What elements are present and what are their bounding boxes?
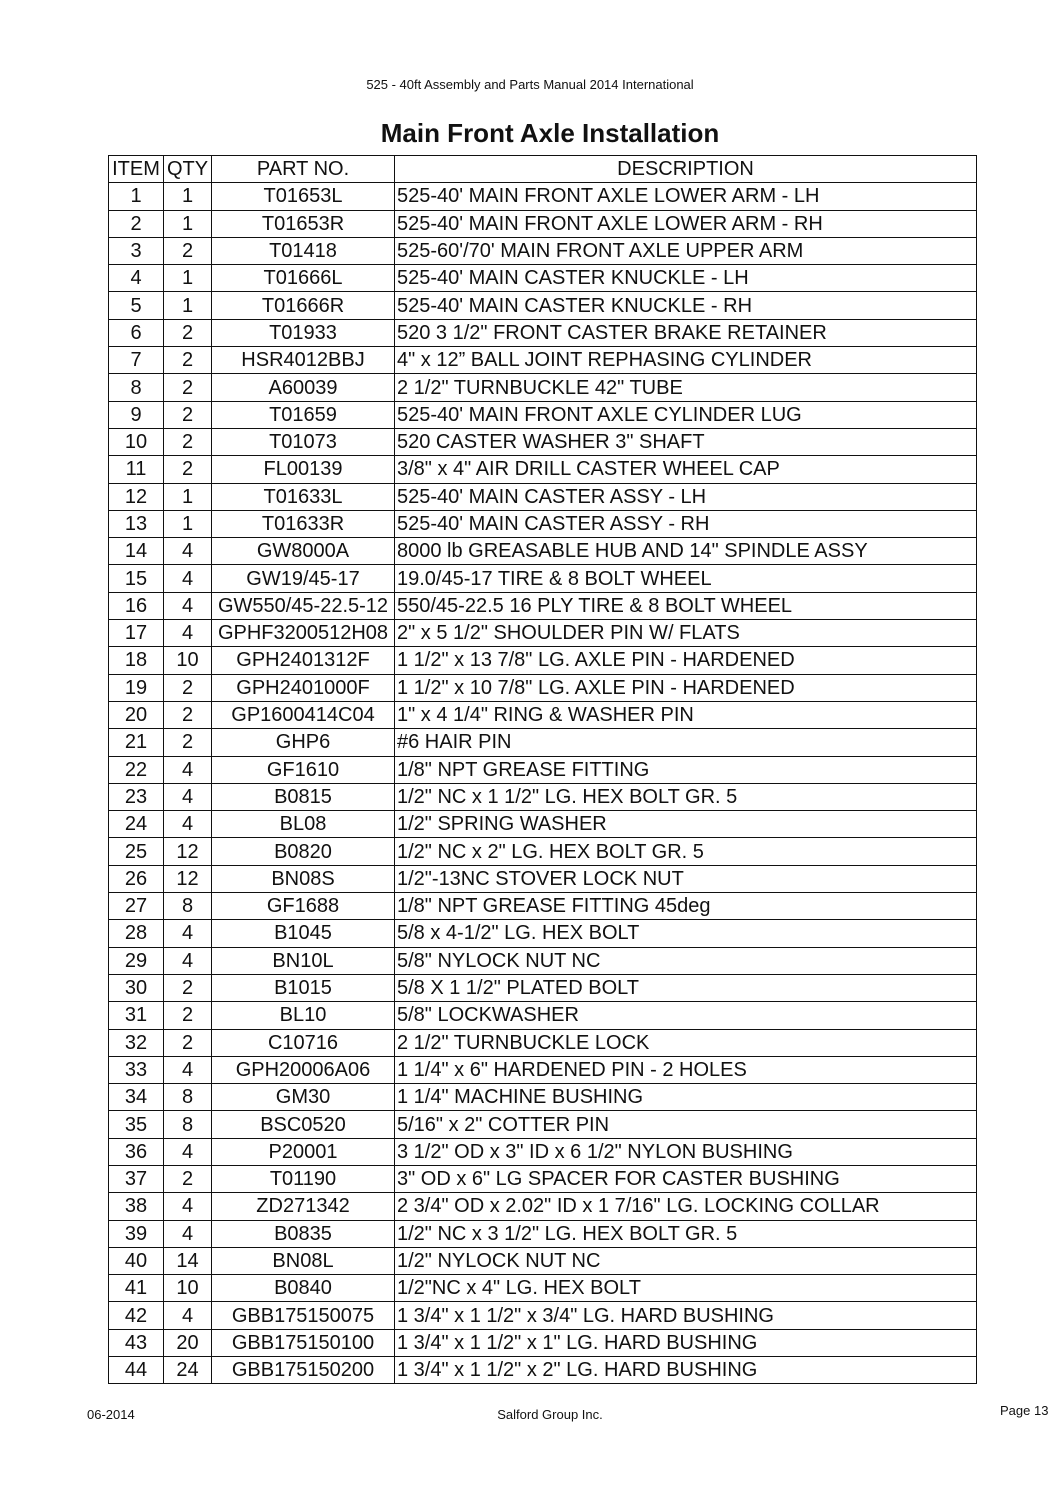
part-number: B0820	[212, 838, 395, 865]
part-number: T01933	[212, 319, 395, 346]
description: 5/8 x 4-1/2" LG. HEX BOLT	[395, 920, 977, 947]
item-number: 3	[109, 237, 164, 264]
description: 525-40' MAIN FRONT AXLE CYLINDER LUG	[395, 401, 977, 428]
part-number: GBB175150200	[212, 1357, 395, 1384]
table-row	[109, 756, 977, 783]
quantity: 10	[164, 647, 212, 674]
part-number: BN08L	[212, 1247, 395, 1274]
part-number: T01190	[212, 1165, 395, 1192]
description: 4" x 12” BALL JOINT REPHASING CYLINDER	[395, 347, 977, 374]
quantity: 4	[164, 565, 212, 592]
item-number: 35	[109, 1111, 164, 1138]
part-number: GW8000A	[212, 538, 395, 565]
quantity: 2	[164, 1002, 212, 1029]
part-number: T01418	[212, 237, 395, 264]
table-row	[109, 1138, 977, 1165]
quantity: 2	[164, 674, 212, 701]
item-number: 8	[109, 374, 164, 401]
item-number: 37	[109, 1165, 164, 1192]
item-number: 39	[109, 1220, 164, 1247]
quantity: 20	[164, 1329, 212, 1356]
description: 1/2" SPRING WASHER	[395, 811, 977, 838]
item-number: 2	[109, 210, 164, 237]
table-row	[109, 401, 977, 428]
part-number: T01666R	[212, 292, 395, 319]
description: 5/16" x 2" COTTER PIN	[395, 1111, 977, 1138]
part-number: GF1610	[212, 756, 395, 783]
quantity: 2	[164, 428, 212, 455]
quantity: 2	[164, 374, 212, 401]
footer-date: 06-2014	[87, 1407, 135, 1422]
description: 1/8" NPT GREASE FITTING 45deg	[395, 893, 977, 920]
item-number: 43	[109, 1329, 164, 1356]
part-number: C10716	[212, 1029, 395, 1056]
parts-table-body	[109, 183, 977, 1384]
table-row	[109, 1302, 977, 1329]
quantity: 10	[164, 1275, 212, 1302]
quantity: 4	[164, 620, 212, 647]
item-number: 44	[109, 1357, 164, 1384]
quantity: 4	[164, 538, 212, 565]
part-number: T01633L	[212, 483, 395, 510]
quantity: 2	[164, 456, 212, 483]
description: 2 1/2" TURNBUCKLE LOCK	[395, 1029, 977, 1056]
part-number: GW550/45-22.5-12	[212, 592, 395, 619]
description: 1/2" NC x 2" LG. HEX BOLT GR. 5	[395, 838, 977, 865]
part-number: T01659	[212, 401, 395, 428]
quantity: 2	[164, 701, 212, 728]
item-number: 19	[109, 674, 164, 701]
description: 1/2" NC x 1 1/2" LG. HEX BOLT GR. 5	[395, 783, 977, 810]
description: 525-40' MAIN CASTER ASSY - LH	[395, 483, 977, 510]
item-number: 29	[109, 947, 164, 974]
description: 5/8 X 1 1/2" PLATED BOLT	[395, 974, 977, 1001]
table-row	[109, 838, 977, 865]
page-title: Main Front Axle Installation	[380, 118, 720, 148]
table-row	[109, 811, 977, 838]
description: 1 3/4" x 1 1/2" x 1" LG. HARD BUSHING	[395, 1329, 977, 1356]
item-number: 1	[109, 183, 164, 210]
table-row	[109, 974, 977, 1001]
description: 525-40' MAIN FRONT AXLE LOWER ARM - LH	[395, 183, 977, 210]
quantity: 2	[164, 401, 212, 428]
description: 1/8" NPT GREASE FITTING	[395, 756, 977, 783]
description: 5/8" LOCKWASHER	[395, 1002, 977, 1029]
item-number: 27	[109, 893, 164, 920]
part-number: BSC0520	[212, 1111, 395, 1138]
description: 2" x 5 1/2" SHOULDER PIN W/ FLATS	[395, 620, 977, 647]
footer-company: Salford Group Inc.	[497, 1407, 603, 1422]
table-row	[109, 1220, 977, 1247]
description: 8000 lb GREASABLE HUB AND 14" SPINDLE ASSY	[395, 538, 977, 565]
description: 1 3/4" x 1 1/2" x 2" LG. HARD BUSHING	[395, 1357, 977, 1384]
description: 3 1/2" OD x 3" ID x 6 1/2" NYLON BUSHING	[395, 1138, 977, 1165]
part-number: A60039	[212, 374, 395, 401]
part-number: GBB175150075	[212, 1302, 395, 1329]
table-row	[109, 510, 977, 537]
quantity: 1	[164, 183, 212, 210]
quantity: 1	[164, 210, 212, 237]
table-row	[109, 1056, 977, 1083]
item-number: 13	[109, 510, 164, 537]
table-row	[109, 592, 977, 619]
quantity: 2	[164, 974, 212, 1001]
item-number: 38	[109, 1193, 164, 1220]
description: 1 1/2" x 13 7/8" LG. AXLE PIN - HARDENED	[395, 647, 977, 674]
table-row	[109, 620, 977, 647]
description: 1 3/4" x 1 1/2" x 3/4" LG. HARD BUSHING	[395, 1302, 977, 1329]
table-row	[109, 428, 977, 455]
table-row	[109, 647, 977, 674]
description: 525-40' MAIN CASTER KNUCKLE - RH	[395, 292, 977, 319]
table-row	[109, 1357, 977, 1384]
item-number: 22	[109, 756, 164, 783]
quantity: 24	[164, 1357, 212, 1384]
quantity: 4	[164, 1220, 212, 1247]
column-header-qty: QTY	[164, 156, 212, 183]
quantity: 2	[164, 319, 212, 346]
description: 525-40' MAIN FRONT AXLE LOWER ARM - RH	[395, 210, 977, 237]
quantity: 8	[164, 893, 212, 920]
quantity: 4	[164, 756, 212, 783]
description: 1 1/4" x 6" HARDENED PIN - 2 HOLES	[395, 1056, 977, 1083]
part-number: ZD271342	[212, 1193, 395, 1220]
description: 1/2" NC x 3 1/2" LG. HEX BOLT GR. 5	[395, 1220, 977, 1247]
quantity: 14	[164, 1247, 212, 1274]
part-number: BL10	[212, 1002, 395, 1029]
description: 1" x 4 1/4" RING & WASHER PIN	[395, 701, 977, 728]
quantity: 4	[164, 947, 212, 974]
table-row	[109, 893, 977, 920]
description: 3" OD x 6" LG SPACER FOR CASTER BUSHING	[395, 1165, 977, 1192]
column-header-description: DESCRIPTION	[395, 156, 977, 183]
description: 2 1/2" TURNBUCKLE 42" TUBE	[395, 374, 977, 401]
table-row	[109, 1029, 977, 1056]
manual-header: 525 - 40ft Assembly and Parts Manual 2014 International	[366, 77, 694, 92]
table-row	[109, 920, 977, 947]
part-number: GPH20006A06	[212, 1056, 395, 1083]
item-number: 40	[109, 1247, 164, 1274]
quantity: 4	[164, 783, 212, 810]
part-number: GM30	[212, 1084, 395, 1111]
item-number: 11	[109, 456, 164, 483]
part-number: T01653R	[212, 210, 395, 237]
quantity: 8	[164, 1084, 212, 1111]
item-number: 42	[109, 1302, 164, 1329]
item-number: 17	[109, 620, 164, 647]
item-number: 28	[109, 920, 164, 947]
item-number: 4	[109, 265, 164, 292]
quantity: 4	[164, 1302, 212, 1329]
item-number: 15	[109, 565, 164, 592]
description: 550/45-22.5 16 PLY TIRE & 8 BOLT WHEEL	[395, 592, 977, 619]
description: 1/2"NC x 4" LG. HEX BOLT	[395, 1275, 977, 1302]
quantity: 4	[164, 1056, 212, 1083]
table-row	[109, 1111, 977, 1138]
description: 3/8" x 4" AIR DRILL CASTER WHEEL CAP	[395, 456, 977, 483]
quantity: 2	[164, 1165, 212, 1192]
quantity: 2	[164, 729, 212, 756]
quantity: 4	[164, 1138, 212, 1165]
quantity: 4	[164, 920, 212, 947]
item-number: 7	[109, 347, 164, 374]
table-header-row	[109, 156, 977, 183]
item-number: 18	[109, 647, 164, 674]
part-number: BN10L	[212, 947, 395, 974]
quantity: 2	[164, 1029, 212, 1056]
quantity: 1	[164, 510, 212, 537]
description: 520 CASTER WASHER 3" SHAFT	[395, 428, 977, 455]
part-number: FL00139	[212, 456, 395, 483]
part-number: B1045	[212, 920, 395, 947]
table-row	[109, 674, 977, 701]
part-number: T01073	[212, 428, 395, 455]
quantity: 1	[164, 483, 212, 510]
part-number: GP1600414C04	[212, 701, 395, 728]
table-row	[109, 483, 977, 510]
table-row	[109, 538, 977, 565]
part-number: B0815	[212, 783, 395, 810]
table-row	[109, 456, 977, 483]
description: 2 3/4" OD x 2.02" ID x 1 7/16" LG. LOCKING COLLAR	[395, 1193, 977, 1220]
footer-page-number: Page 13	[1000, 1403, 1049, 1418]
part-number: BL08	[212, 811, 395, 838]
item-number: 20	[109, 701, 164, 728]
table-row	[109, 947, 977, 974]
item-number: 33	[109, 1056, 164, 1083]
table-row	[109, 565, 977, 592]
parts-table	[108, 155, 977, 1384]
item-number: 36	[109, 1138, 164, 1165]
table-row	[109, 1084, 977, 1111]
description: 1 1/4" MACHINE BUSHING	[395, 1084, 977, 1111]
description: 520 3 1/2" FRONT CASTER BRAKE RETAINER	[395, 319, 977, 346]
table-row	[109, 1002, 977, 1029]
quantity: 8	[164, 1111, 212, 1138]
part-number: HSR4012BBJ	[212, 347, 395, 374]
part-number: GHP6	[212, 729, 395, 756]
table-row	[109, 319, 977, 346]
part-number: T01633R	[212, 510, 395, 537]
table-row	[109, 237, 977, 264]
quantity: 4	[164, 811, 212, 838]
item-number: 25	[109, 838, 164, 865]
table-row	[109, 1165, 977, 1192]
description: 19.0/45-17 TIRE & 8 BOLT WHEEL	[395, 565, 977, 592]
part-number: P20001	[212, 1138, 395, 1165]
table-row	[109, 347, 977, 374]
table-row	[109, 701, 977, 728]
quantity: 1	[164, 265, 212, 292]
table-row	[109, 729, 977, 756]
part-number: GPH2401312F	[212, 647, 395, 674]
table-row	[109, 1247, 977, 1274]
part-number: B0840	[212, 1275, 395, 1302]
part-number: GF1688	[212, 893, 395, 920]
part-number: B1015	[212, 974, 395, 1001]
item-number: 23	[109, 783, 164, 810]
quantity: 2	[164, 347, 212, 374]
column-header-item: ITEM	[109, 156, 164, 183]
item-number: 34	[109, 1084, 164, 1111]
table-row	[109, 1193, 977, 1220]
description: 1/2"-13NC STOVER LOCK NUT	[395, 865, 977, 892]
item-number: 16	[109, 592, 164, 619]
table-row	[109, 210, 977, 237]
quantity: 12	[164, 865, 212, 892]
item-number: 21	[109, 729, 164, 756]
item-number: 30	[109, 974, 164, 1001]
part-number: T01666L	[212, 265, 395, 292]
item-number: 24	[109, 811, 164, 838]
table-row	[109, 865, 977, 892]
table-row	[109, 374, 977, 401]
quantity: 1	[164, 292, 212, 319]
description: 525-60'/70' MAIN FRONT AXLE UPPER ARM	[395, 237, 977, 264]
part-number: GW19/45-17	[212, 565, 395, 592]
description: 525-40' MAIN CASTER KNUCKLE - LH	[395, 265, 977, 292]
item-number: 32	[109, 1029, 164, 1056]
part-number: GPH2401000F	[212, 674, 395, 701]
item-number: 12	[109, 483, 164, 510]
table-row	[109, 1329, 977, 1356]
table-row	[109, 783, 977, 810]
quantity: 2	[164, 237, 212, 264]
description: #6 HAIR PIN	[395, 729, 977, 756]
item-number: 41	[109, 1275, 164, 1302]
item-number: 10	[109, 428, 164, 455]
description: 5/8" NYLOCK NUT NC	[395, 947, 977, 974]
table-row	[109, 265, 977, 292]
quantity: 4	[164, 1193, 212, 1220]
description: 1/2" NYLOCK NUT NC	[395, 1247, 977, 1274]
item-number: 14	[109, 538, 164, 565]
item-number: 26	[109, 865, 164, 892]
quantity: 4	[164, 592, 212, 619]
description: 1 1/2" x 10 7/8" LG. AXLE PIN - HARDENED	[395, 674, 977, 701]
part-number: B0835	[212, 1220, 395, 1247]
item-number: 9	[109, 401, 164, 428]
part-number: BN08S	[212, 865, 395, 892]
table-row	[109, 292, 977, 319]
part-number: T01653L	[212, 183, 395, 210]
description: 525-40' MAIN CASTER ASSY - RH	[395, 510, 977, 537]
part-number: GBB175150100	[212, 1329, 395, 1356]
item-number: 6	[109, 319, 164, 346]
quantity: 12	[164, 838, 212, 865]
part-number: GPHF3200512H08	[212, 620, 395, 647]
column-header-part-no: PART NO.	[212, 156, 395, 183]
item-number: 5	[109, 292, 164, 319]
table-row	[109, 1275, 977, 1302]
item-number: 31	[109, 1002, 164, 1029]
table-row	[109, 183, 977, 210]
